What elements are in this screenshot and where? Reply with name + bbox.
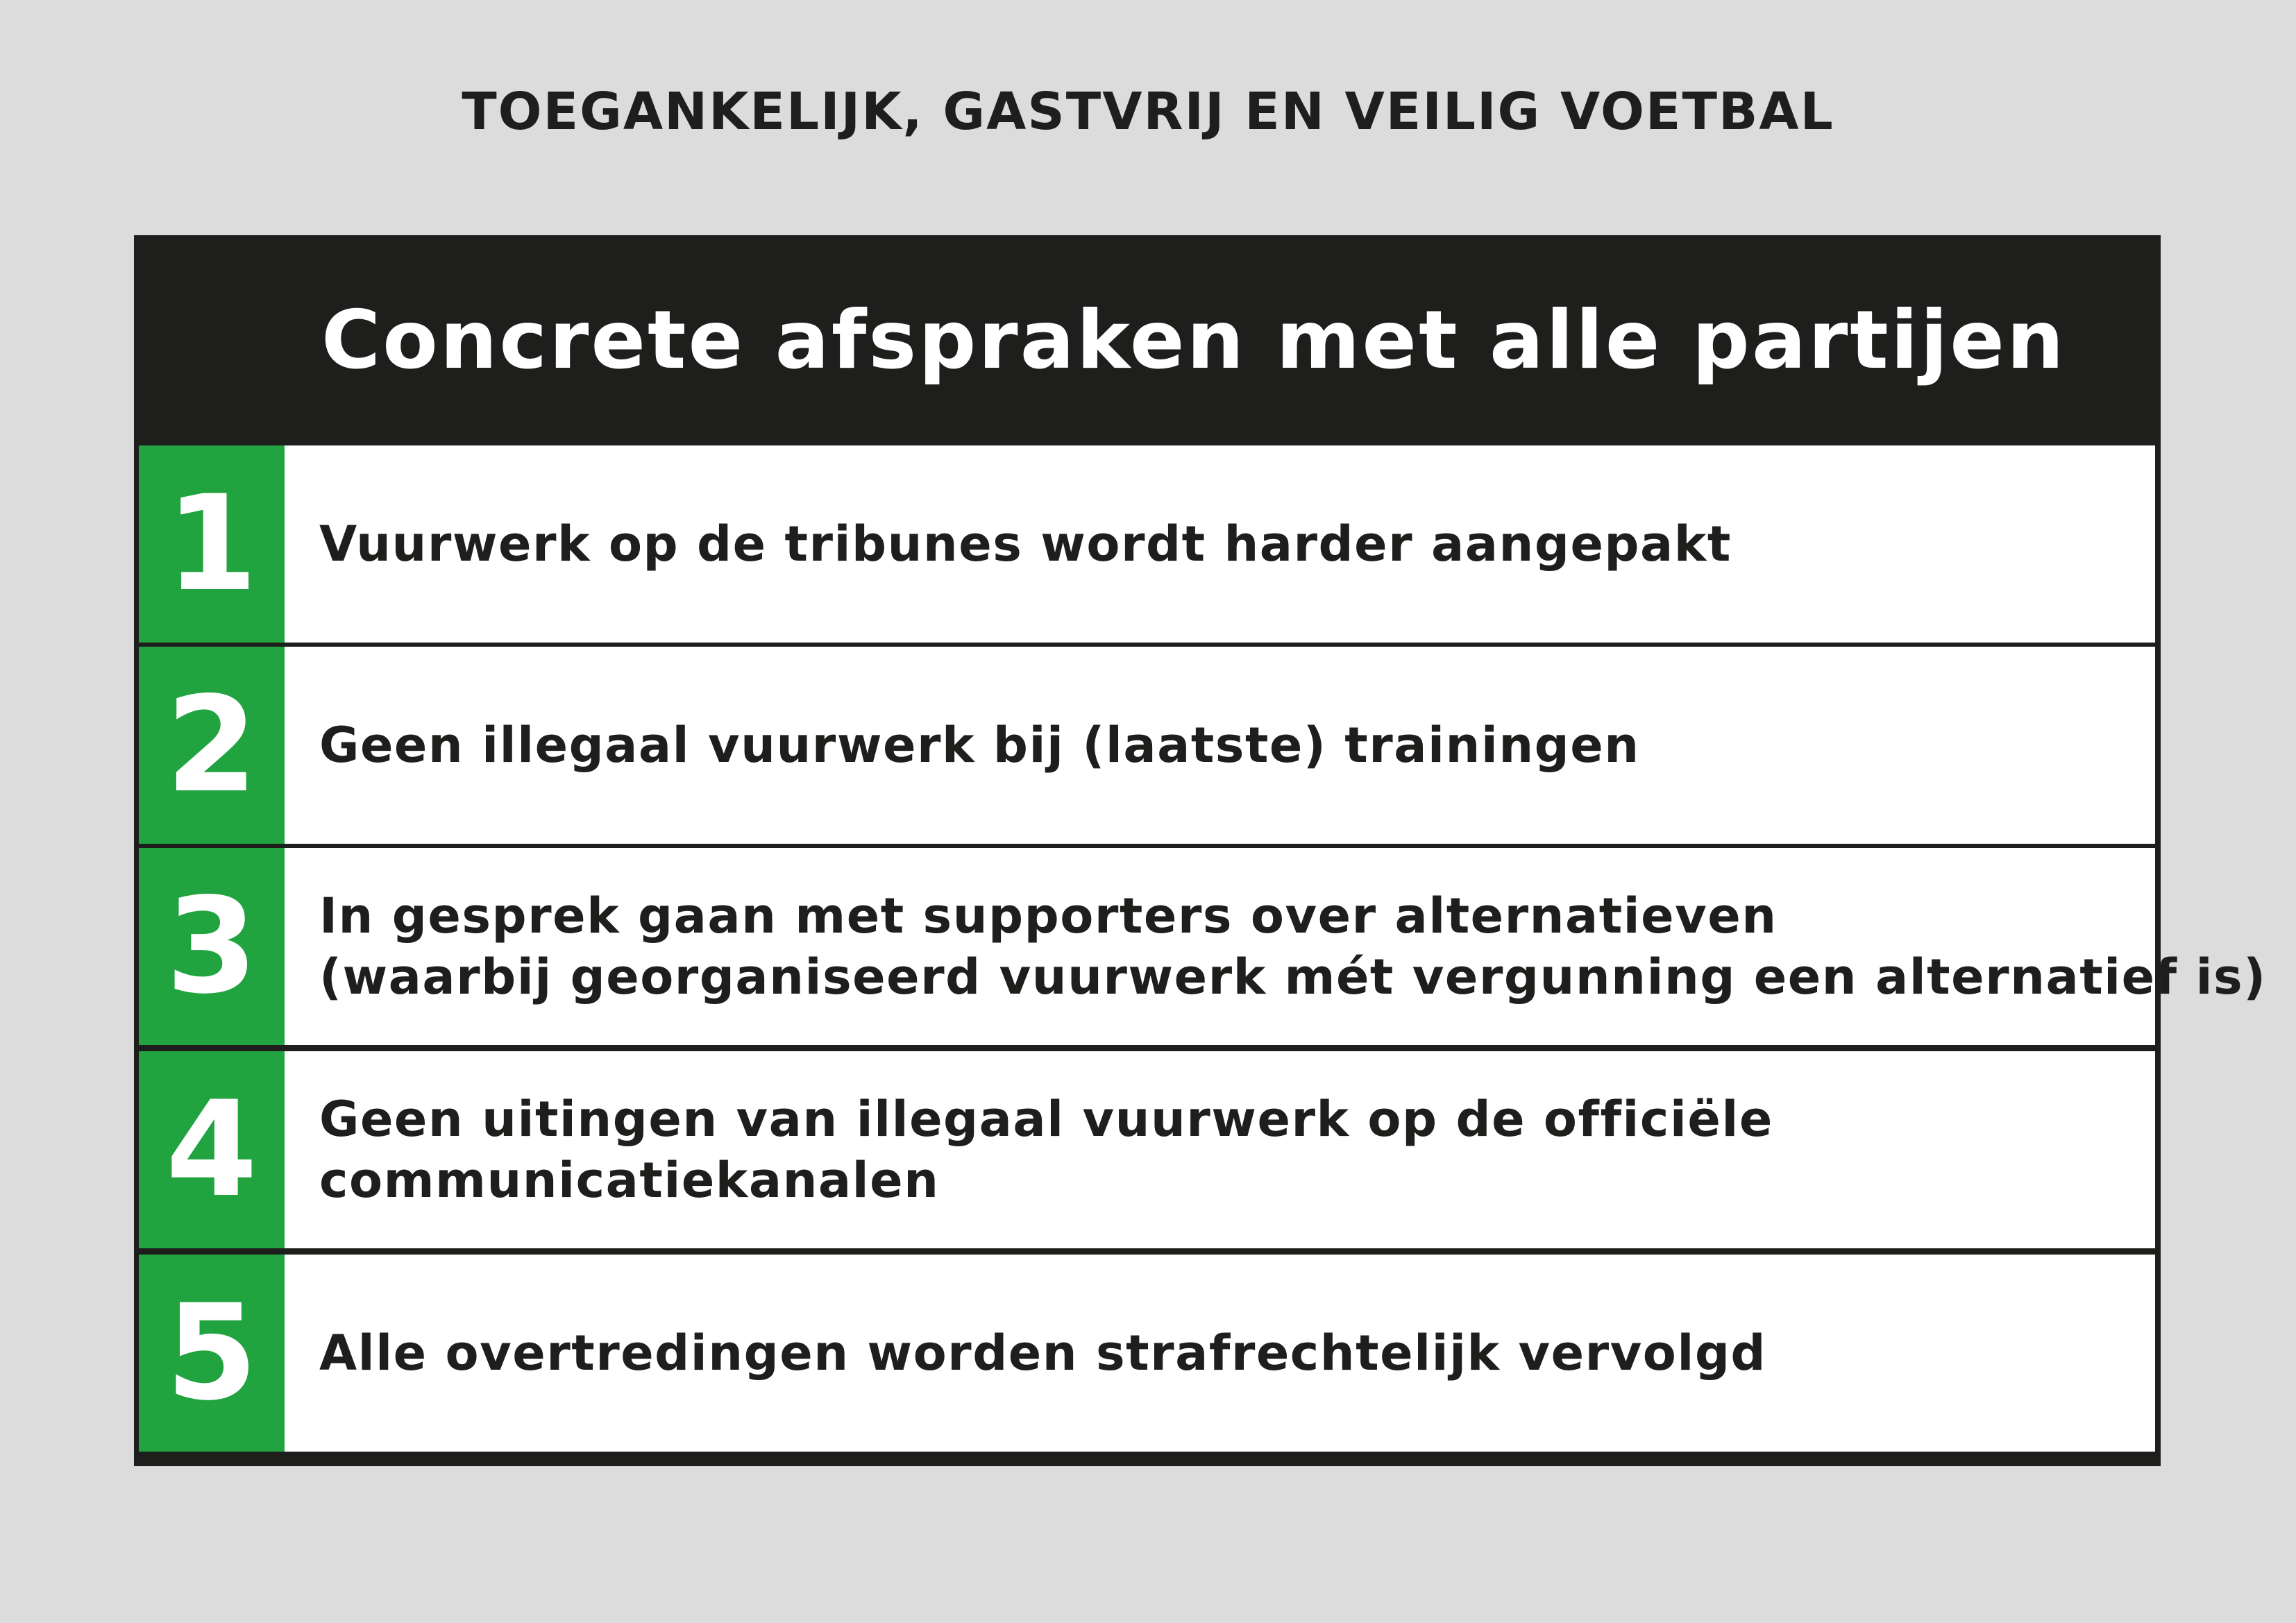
agreement-item-1 (139, 445, 2155, 643)
agreement-text (285, 1255, 2155, 1452)
agreement-item-4 (139, 1051, 2155, 1248)
agreement-text-line: In gesprek gaan met supporters over alternatieven (319, 887, 1778, 944)
page-eyebrow-heading: TOEGANKELIJK, GASTVRIJ EN VEILIG VOETBAL (462, 82, 1834, 142)
agreement-text-line: Geen uitingen van illegaal vuurwerk op de officiële (319, 1091, 1773, 1148)
agreement-number-badge: 1 (139, 445, 285, 643)
agreement-text-line: (waarbij georganiseerd vuurwerk mét vergunning een alternatief is) (319, 949, 2267, 1005)
agreement-item-2 (139, 647, 2155, 844)
agreement-text-line: Geen illegaal vuurwerk bij (laatste) trainingen (319, 717, 1640, 774)
agreement-text (285, 647, 2155, 844)
agreement-text (285, 848, 2267, 1045)
agreement-number-badge: 4 (139, 1051, 285, 1248)
agreement-item-5 (139, 1255, 2155, 1452)
agreement-item-3 (139, 848, 2267, 1045)
agreement-text-line: communicatiekanalen (319, 1152, 940, 1209)
agreement-text (285, 445, 2155, 643)
agreement-text-line: Alle overtredingen worden strafrechtelijk vervolgd (319, 1325, 1767, 1382)
panel-header (134, 235, 2161, 445)
agreement-text (285, 1051, 2155, 1248)
agreement-number-badge: 5 (139, 1255, 285, 1452)
agreement-number-badge: 3 (139, 848, 285, 1045)
agreement-number-badge: 2 (139, 647, 285, 844)
agreements-panel (134, 235, 2267, 1466)
panel-title: Concrete afspraken met alle partijen (321, 294, 2066, 387)
agreement-text-line: Vuurwerk op de tribunes wordt harder aangepakt (319, 516, 1732, 572)
